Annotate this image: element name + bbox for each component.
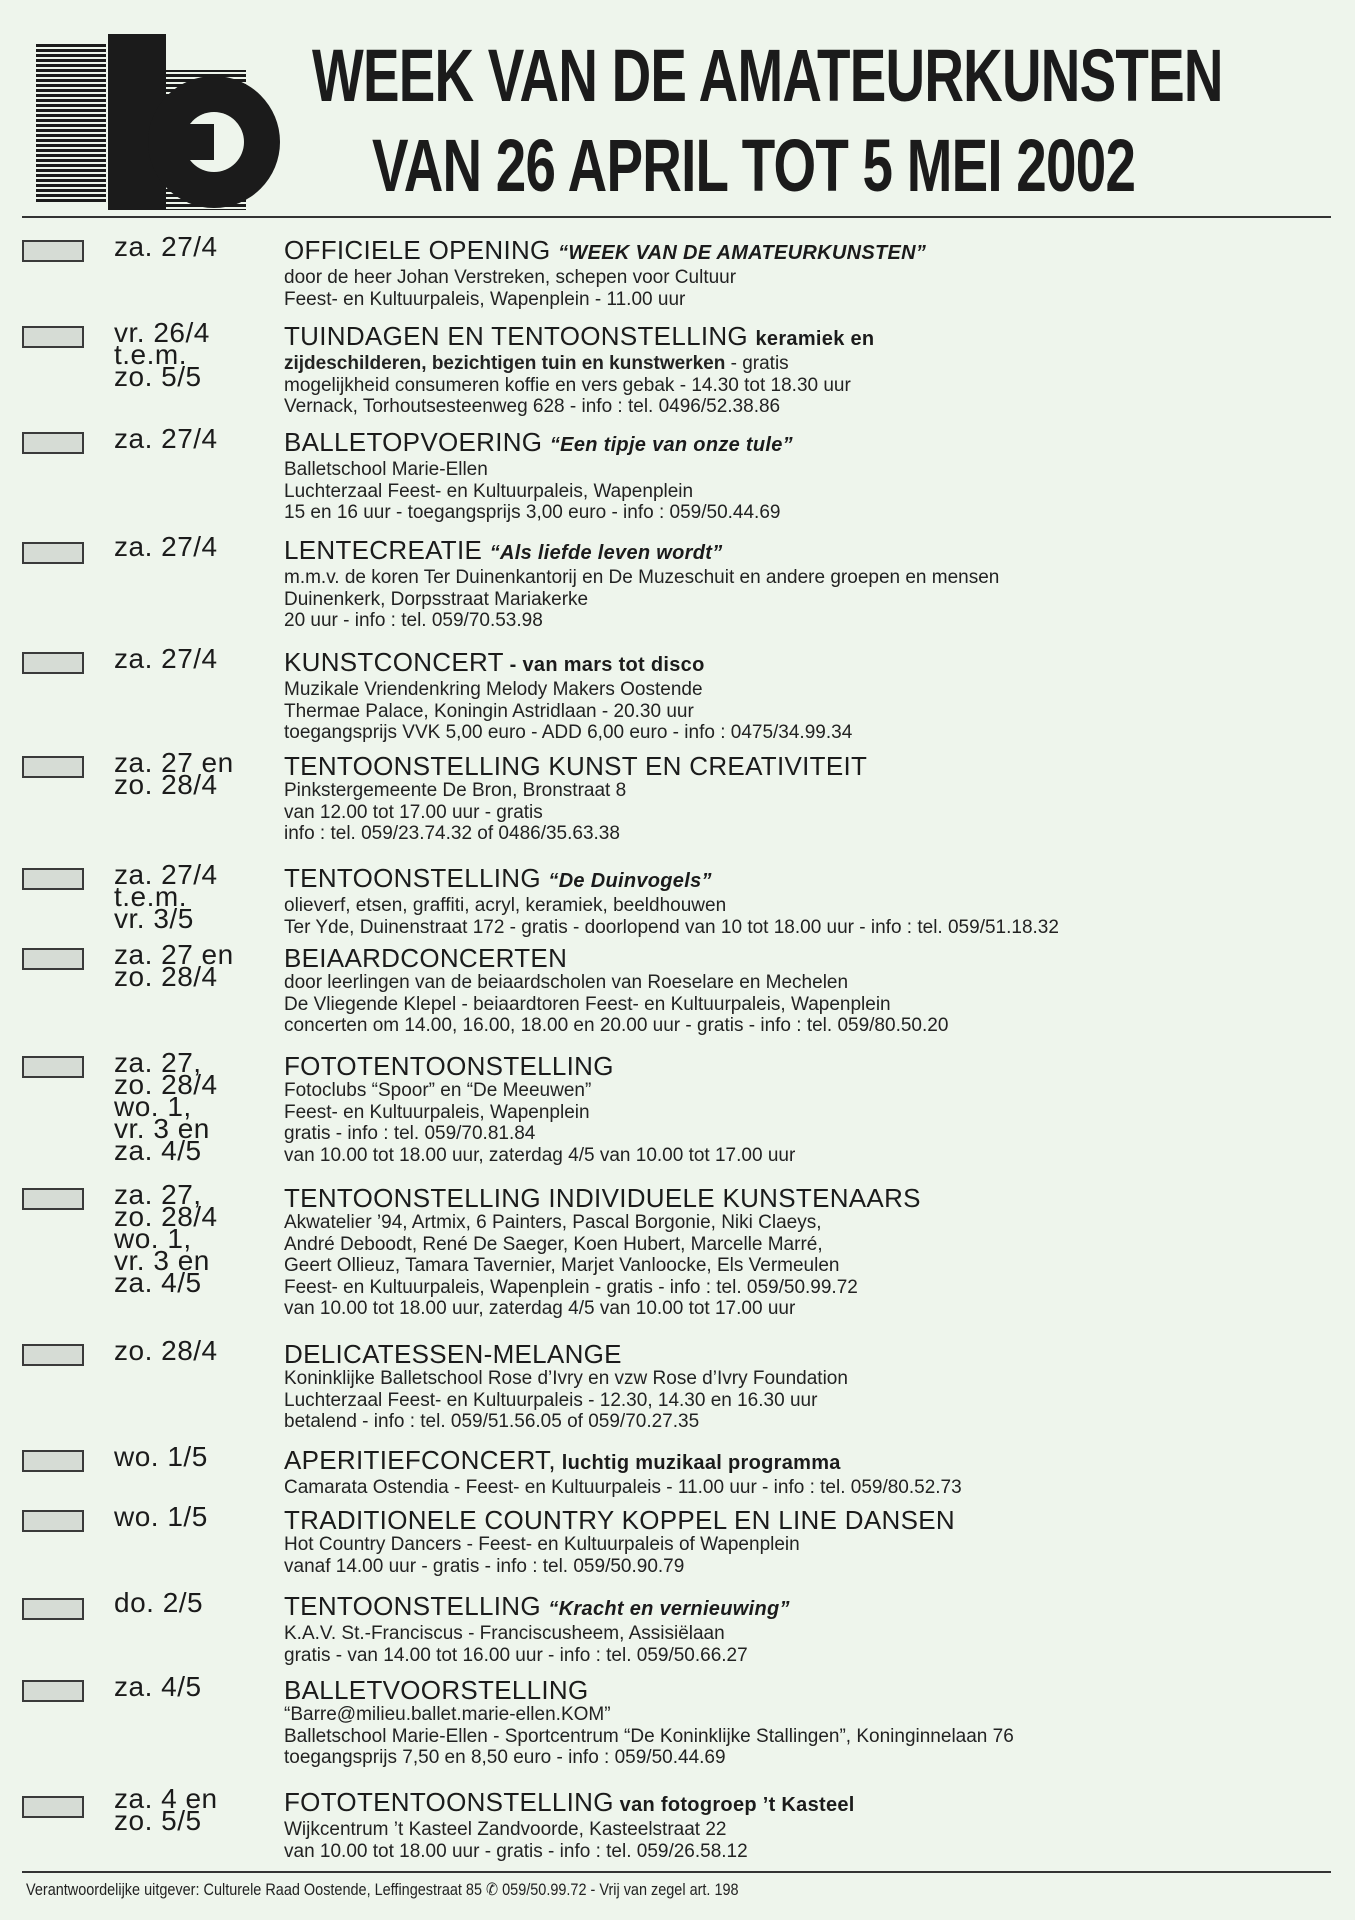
event-date (114, 1587, 204, 1618)
event-date-line: za. 27, (114, 1179, 202, 1210)
event-detail-line: 15 en 16 uur - toegangsprijs 3,00 euro - info : 059/50.44.69 (284, 502, 781, 523)
event-date-line: wo. 1, (114, 1223, 192, 1254)
event-checkbox[interactable] (22, 1510, 84, 1532)
event-details (284, 236, 1334, 310)
event-details (284, 1184, 1334, 1320)
event-date-line: vr. 3/5 (114, 903, 194, 934)
event-detail-line: toegangsprijs VVK 5,00 euro - ADD 6,00 euro - info : 0475/34.99.34 (284, 722, 853, 743)
event-headline (284, 752, 1334, 780)
event-title: TRADITIONELE COUNTRY KOPPEL EN LINE DANSEN (284, 1505, 955, 1535)
publisher-footer: Verantwoordelijke uitgever: Culturele Raad Oostende, Leffingestraat 85 ✆ 059/50.99.72 - Vrij van zegel art. 198 (26, 1880, 739, 1899)
event-title: APERITIEFCONCERT, (284, 1445, 556, 1475)
event-title: TUINDAGEN EN TENTOONSTELLING (284, 321, 748, 351)
event-date-line: vr. 3 en (114, 1113, 210, 1144)
event-date-line: wo. 1, (114, 1091, 192, 1122)
event-detail-line: Luchterzaal Feest- en Kultuurpaleis, Wapenplein (284, 480, 694, 502)
event-date (114, 1179, 218, 1298)
event-details (284, 322, 1334, 418)
event-title: FOTOTENTOONSTELLING (284, 1787, 614, 1817)
event-date (114, 231, 218, 262)
event-checkbox[interactable] (22, 1056, 84, 1078)
event-title: FOTOTENTOONSTELLING (284, 1051, 614, 1081)
event-detail-line: Koninklijke Balletschool Rose d’Ivry en vzw Rose d’Ivry Foundation (284, 1368, 848, 1389)
event-title: TENTOONSTELLING INDIVIDUELE KUNSTENAARS (284, 1183, 921, 1213)
event-date (114, 423, 218, 454)
event-checkbox[interactable] (22, 1188, 84, 1210)
event-date (114, 939, 234, 992)
event-checkbox[interactable] (22, 1344, 84, 1366)
event-headline (284, 648, 1334, 679)
event-date-line: za. 27/4 (114, 531, 218, 562)
event-date-line: t.e.m. (114, 881, 188, 912)
event-detail-line: K.A.V. St.-Franciscus - Franciscusheem, Assisiëlaan (284, 1623, 725, 1644)
event-details (284, 1592, 1334, 1666)
event-date-line: za. 27/4 (114, 643, 218, 674)
event-detail-line: betalend - info : tel. 059/51.56.05 of 059/70.27.35 (284, 1411, 700, 1432)
event-detail-line: Luchterzaal Feest- en Kultuurpaleis - 12.30, 14.30 en 16.30 uur (284, 1389, 818, 1411)
event-date-line: vr. 26/4 (114, 317, 210, 348)
event-detail-line: concerten om 14.00, 16.00, 18.00 en 20.00 uur - gratis - info : tel. 059/80.50.20 (284, 1015, 949, 1036)
event-details (284, 1052, 1334, 1166)
event-details (284, 536, 1334, 632)
event-checkbox[interactable] (22, 756, 84, 778)
event-date-line: do. 2/5 (114, 1587, 204, 1618)
event-detail-line: m.m.v. de koren Ter Duinenkantorij en De Muzeschuit en andere groepen en mensen (284, 567, 1000, 588)
event-date-line: za. 4 en (114, 1783, 218, 1814)
event-checkbox[interactable] (22, 240, 84, 262)
event-title: OFFICIELE OPENING (284, 235, 551, 265)
event-quote: “Als liefde leven wordt” (489, 542, 723, 564)
event-headline (284, 864, 1334, 895)
page-subtitle: VAN 26 APRIL TOT 5 MEI 2002 (372, 124, 1136, 207)
event-detail-line: van 10.00 tot 18.00 uur - gratis - info : tel. 059/26.58.12 (284, 1840, 748, 1862)
event-detail-line: door de heer Johan Verstreken, schepen voor Cultuur (284, 267, 737, 288)
event-title: DELICATESSEN-MELANGE (284, 1339, 622, 1369)
event-headline (284, 1340, 1334, 1368)
event-headline (284, 1446, 1334, 1477)
event-headline (284, 1592, 1334, 1623)
event-headline (284, 1506, 1334, 1534)
event-title: TENTOONSTELLING (284, 1591, 541, 1621)
event-detail-line: 20 uur - info : tel. 059/70.53.98 (284, 610, 543, 631)
event-detail-line: Fotoclubs “Spoor” en “De Meeuwen” (284, 1080, 592, 1101)
event-details (284, 752, 1334, 845)
event-detail-line: Wijkcentrum ’t Kasteel Zandvoorde, Kasteelstraat 22 (284, 1819, 727, 1840)
event-detail-line: Feest- en Kultuurpaleis, Wapenplein - gratis - info : tel. 059/50.99.72 (284, 1276, 858, 1298)
event-date (114, 747, 234, 800)
event-date (114, 1783, 218, 1836)
event-detail-line: De Vliegende Klepel - beiaardtoren Feest- en Kultuurpaleis, Wapenplein (284, 993, 891, 1015)
event-checkbox[interactable] (22, 1450, 84, 1472)
event-detail-line: gratis - van 14.00 tot 16.00 uur - info : tel. 059/50.66.27 (284, 1644, 748, 1666)
event-detail-line: Vernack, Torhoutsesteenweg 628 - info : tel. 0496/52.38.86 (284, 396, 781, 417)
event-date-line: zo. 28/4 (114, 961, 218, 992)
event-date-line: za. 4/5 (114, 1267, 202, 1298)
event-detail-line: Feest- en Kultuurpaleis, Wapenplein - 11.00 uur (284, 288, 686, 310)
event-checkbox[interactable] (22, 868, 84, 890)
event-checkbox[interactable] (22, 1796, 84, 1818)
event-details (284, 1340, 1334, 1433)
event-subtitle: keramiek en (755, 328, 875, 350)
event-detail-line: info : tel. 059/23.74.32 of 0486/35.63.38 (284, 823, 620, 844)
bottom-divider (22, 1871, 1331, 1873)
event-detail-line: gratis - info : tel. 059/70.81.84 (284, 1123, 536, 1144)
event-date (114, 1335, 218, 1366)
event-date (114, 1047, 218, 1166)
event-date-line: za. 4/5 (114, 1135, 202, 1166)
event-date-line: zo. 5/5 (114, 361, 202, 392)
event-date-line: zo. 28/4 (114, 1201, 218, 1232)
event-detail-line: van 12.00 tot 17.00 uur - gratis (284, 801, 543, 823)
event-detail-line: Muzikale Vriendenkring Melody Makers Oostende (284, 679, 703, 700)
event-date-line: zo. 28/4 (114, 769, 218, 800)
event-checkbox[interactable] (22, 1598, 84, 1620)
event-detail-line: Geert Ollieuz, Tamara Tavernier, Marjet Vanloocke, Els Vermeulen (284, 1255, 840, 1276)
event-title: KUNSTCONCERT (284, 647, 504, 677)
event-checkbox[interactable] (22, 1680, 84, 1702)
event-date-line: za. 27/4 (114, 231, 218, 262)
event-details (284, 1446, 1334, 1499)
event-date-line: za. 27/4 (114, 423, 218, 454)
event-detail-line: Balletschool Marie-Ellen (284, 459, 488, 480)
event-details (284, 1506, 1334, 1577)
event-detail-line: “Barre@milieu.ballet.marie-ellen.KOM” (284, 1704, 611, 1725)
event-highlight-line (284, 353, 1334, 375)
event-title: BALLETVOORSTELLING (284, 1675, 589, 1705)
event-date (114, 531, 218, 562)
event-date (114, 1501, 208, 1532)
event-title: LENTECREATIE (284, 535, 483, 565)
event-checkbox[interactable] (22, 652, 84, 674)
event-subtitle: luchtig muzikaal programma (555, 1452, 841, 1474)
event-headline (284, 236, 1334, 267)
top-divider (22, 216, 1331, 218)
event-quote: “Een tipje van onze tule” (549, 434, 793, 456)
event-detail-line: toegangsprijs 7,50 en 8,50 euro - info : 059/50.44.69 (284, 1747, 726, 1768)
event-details (284, 1676, 1334, 1769)
event-quote: “WEEK VAN DE AMATEURKUNSTEN” (558, 242, 927, 264)
event-detail-line: mogelijkheid consumeren koffie en vers gebak - 14.30 tot 18.30 uur (284, 374, 851, 396)
event-title: BEIAARDCONCERTEN (284, 943, 568, 973)
event-checkbox[interactable] (22, 542, 84, 564)
event-detail-line: Thermae Palace, Koningin Astridlaan - 20.30 uur (284, 700, 694, 722)
event-date (114, 643, 218, 674)
event-title: TENTOONSTELLING (284, 863, 541, 893)
event-headline (284, 1676, 1334, 1704)
event-title: TENTOONSTELLING KUNST EN CREATIVITEIT (284, 751, 868, 781)
event-title: BALLETOPVOERING (284, 427, 543, 457)
event-detail-line: door leerlingen van de beiaardscholen van Roeselare en Mechelen (284, 972, 849, 993)
event-detail-line: vanaf 14.00 uur - gratis - info : tel. 059/50.90.79 (284, 1555, 685, 1577)
event-date (114, 859, 218, 934)
kb-logo-icon (36, 34, 294, 212)
event-detail-line: Feest- en Kultuurpaleis, Wapenplein (284, 1101, 590, 1123)
event-subtitle: - van mars tot disco (503, 654, 705, 676)
event-date-line: vr. 3 en (114, 1245, 210, 1276)
event-details (284, 1788, 1334, 1862)
event-detail-line: Balletschool Marie-Ellen - Sportcentrum “De Koninklijke Stallingen”, Koninginnelaan 76 (284, 1725, 1014, 1747)
event-headline (284, 1184, 1334, 1212)
event-date-line: wo. 1/5 (114, 1441, 208, 1472)
event-quote: “Kracht en vernieuwing” (548, 1598, 790, 1620)
event-checkbox[interactable] (22, 432, 84, 454)
page-title: WEEK VAN DE AMATEURKUNSTEN (312, 34, 1223, 117)
event-detail-line: Duinenkerk, Dorpsstraat Mariakerke (284, 588, 589, 610)
event-headline (284, 1788, 1334, 1819)
event-detail-line: Camarata Ostendia - Feest- en Kultuurpaleis - 11.00 uur - info : tel. 059/80.52.73 (284, 1477, 962, 1498)
event-detail-line: olieverf, etsen, graffiti, acryl, keramiek, beeldhouwen (284, 895, 727, 916)
event-quote: “De Duinvogels” (548, 870, 712, 892)
event-date-line: zo. 28/4 (114, 1069, 218, 1100)
event-date-line: za. 4/5 (114, 1671, 202, 1702)
event-detail-line: Pinkstergemeente De Bron, Bronstraat 8 (284, 780, 627, 801)
event-details (284, 864, 1334, 938)
event-date-line: wo. 1/5 (114, 1501, 208, 1532)
event-date-line: za. 27, (114, 1047, 202, 1078)
event-detail-line: Akwatelier ’94, Artmix, 6 Painters, Pascal Borgonie, Niki Claeys, (284, 1212, 822, 1233)
event-details (284, 648, 1334, 744)
event-headline (284, 1052, 1334, 1080)
event-detail-line: van 10.00 tot 18.00 uur, zaterdag 4/5 van 10.00 tot 17.00 uur (284, 1298, 796, 1319)
event-details (284, 944, 1334, 1037)
event-date (114, 1441, 208, 1472)
event-detail-line: Hot Country Dancers - Feest- en Kultuurpaleis of Wapenplein (284, 1534, 800, 1555)
event-headline (284, 322, 1334, 353)
event-date-line: t.e.m. (114, 339, 188, 370)
event-headline (284, 944, 1334, 972)
event-date-line: zo. 5/5 (114, 1805, 202, 1836)
event-date-line: zo. 28/4 (114, 1335, 218, 1366)
event-checkbox[interactable] (22, 326, 84, 348)
event-details (284, 428, 1334, 524)
event-date-line: za. 27 en (114, 939, 234, 970)
event-date-line: za. 27 en (114, 747, 234, 778)
event-date (114, 317, 210, 392)
event-date-line: za. 27/4 (114, 859, 218, 890)
event-date (114, 1671, 202, 1702)
event-subtitle: van fotogroep ’t Kasteel (613, 1794, 855, 1816)
event-detail-line: Ter Yde, Duinenstraat 172 - gratis - doorlopend van 10 tot 18.00 uur - info : tel. 059/51.18.32 (284, 916, 1059, 938)
event-detail-line: van 10.00 tot 18.00 uur, zaterdag 4/5 van 10.00 tot 17.00 uur (284, 1144, 796, 1166)
event-headline (284, 428, 1334, 459)
event-checkbox[interactable] (22, 948, 84, 970)
event-detail-line: André Deboodt, René De Saeger, Koen Hubert, Marcelle Marré, (284, 1233, 823, 1255)
event-headline (284, 536, 1334, 567)
event-highlight-text: zijdeschilderen, bezichtigen tuin en kunstwerken (284, 353, 726, 374)
event-highlight-tail: - gratis (725, 353, 789, 374)
